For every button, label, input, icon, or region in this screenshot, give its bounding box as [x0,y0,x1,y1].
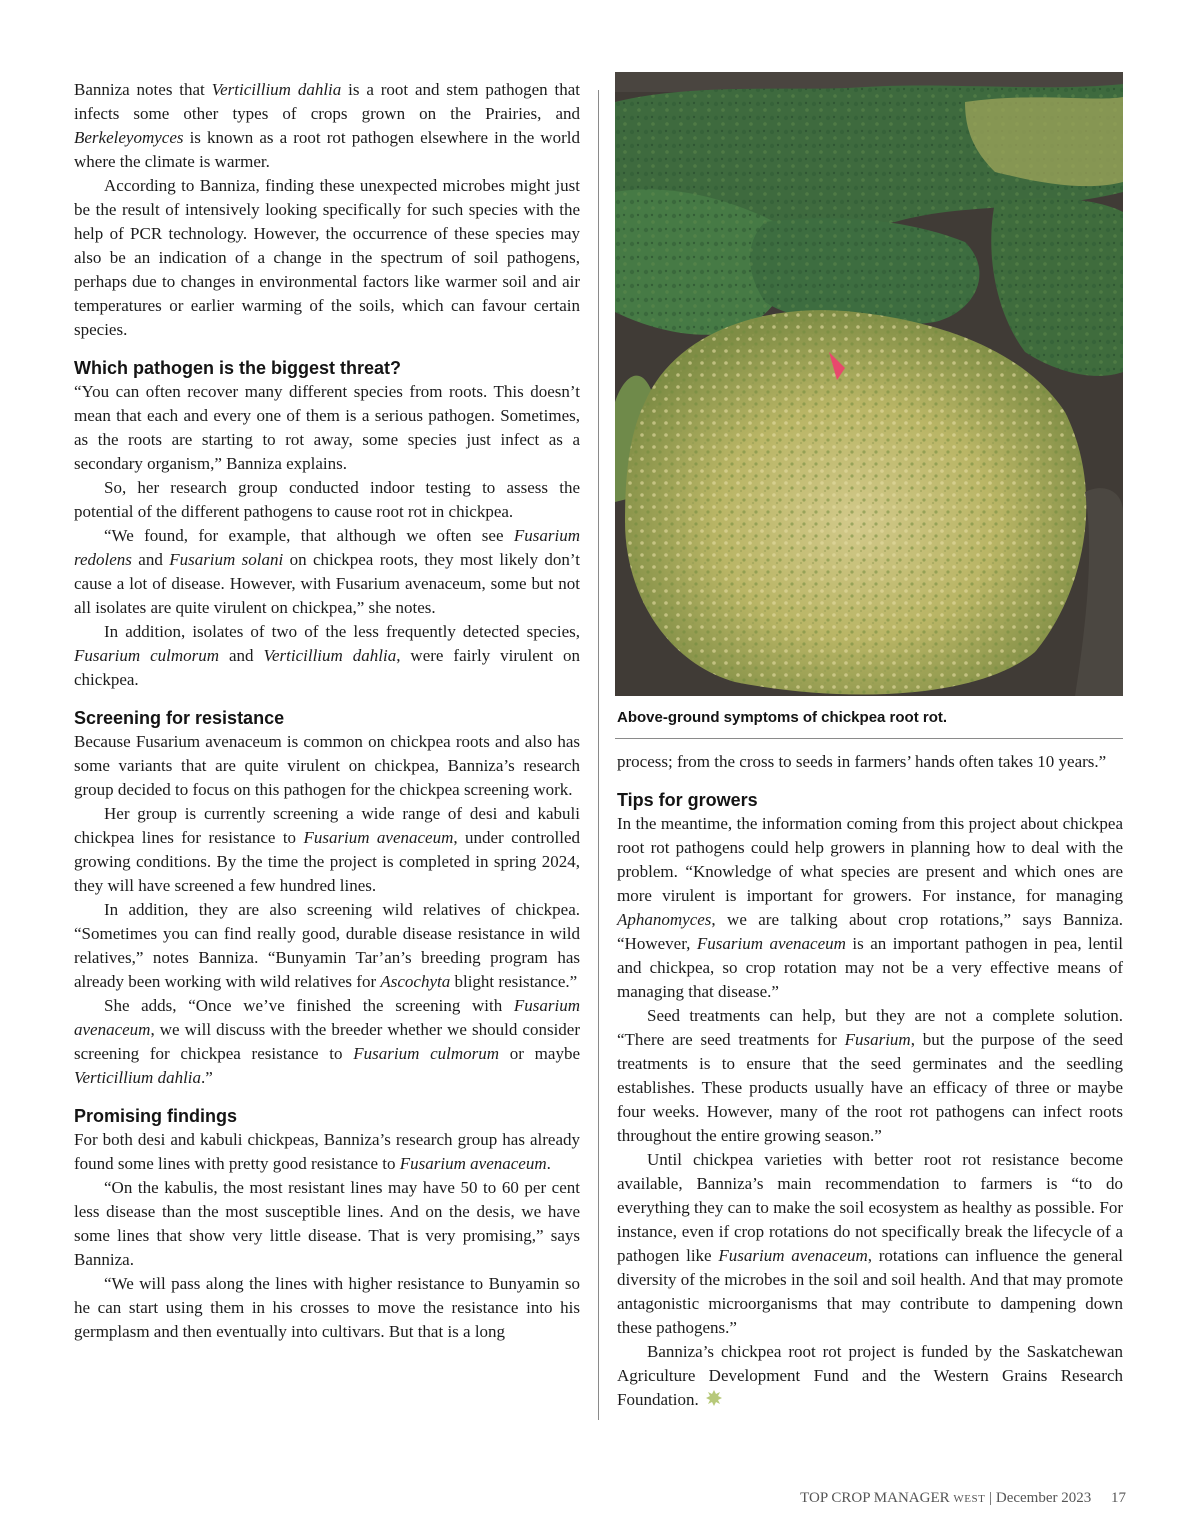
paragraph: According to Banniza, finding these unexpected microbes might just be the result of intensively looking specifically for such species with the help of PCR technology. However, the occurrence of these species may also be an indication of a change in the spectrum of soil pathogens, perhaps due to changes in environmental factors like warmer soil and air temperatures or earlier warming of the soils, which can favour certain species. [74,176,580,339]
paragraph: Banniza’s chickpea root rot project is funded by the Saskatchewan Agriculture Development Fund and the Western Grains Research Foundation. [617,1342,1123,1409]
paragraph: In the meantime, the information coming from this project about chickpea root rot pathogens could help growers in planning how to deal with the problem. “Knowledge of what species are present and which ones are more virulent is important for growers. For instance, for managing Aphanomyces, we are talking about crop rotations,” says Banniza. “However, Fusarium avenaceum is an important pathogen in pea, lentil and chickpea, so crop rotation may not be a very effective means of managing that disease.” [617,814,1123,1001]
section-heading: Tips for growers [617,790,758,810]
leaf-icon [705,1389,723,1407]
paragraph: In addition, they are also screening wild relatives of chickpea. “Sometimes you can find really good, durable disease resistance in wild relatives,” notes Banniza. “Bunyamin Tar’an’s breeding program has already been working with wild relatives for Ascochyta blight resistance.” [74,900,580,991]
chickpea-field-photo [615,72,1123,696]
paragraph: “You can often recover many different species from roots. This doesn’t mean that each and every one of them is a serious pathogen. Sometimes, as the roots are starting to rot away, some species just infect as a secondary organism,” Banniza explains. [74,382,580,473]
page-footer [800,1488,1126,1509]
section-heading: Screening for resistance [74,708,285,728]
column-divider [598,90,599,1420]
paragraph: So, her research group conducted indoor testing to assess the potential of the different pathogens to cause root rot in chickpea. [74,478,580,521]
paragraph: For both desi and kabuli chickpeas, Banniza’s research group has already found some lines with pretty good resistance to Fusarium avenaceum. [74,1130,580,1173]
right-column [617,750,1123,1412]
paragraph: process; from the cross to seeds in farmers’ hands often takes 10 years.” [617,752,1107,771]
paragraph: “On the kabulis, the most resistant lines may have 50 to 60 per cent less disease than the most susceptible lines. And on the desis, we have some lines that show very little disease. That is very promising,” says Banniza. [74,1178,580,1269]
section-heading: Promising findings [74,1106,238,1126]
paragraph: Her group is currently screening a wide range of desi and kabuli chickpea lines for resistance to Fusarium avenaceum, under controlled growing conditions. By the time the project is completed in spring 2024, they will have screened a few hundred lines. [74,804,581,895]
section-heading: Which pathogen is the biggest threat? [74,358,402,378]
left-column [74,78,580,1344]
footer-separator: | [989,1490,993,1506]
paragraph: “We found, for example, that although we often see Fusarium redolens and Fusarium solani on chickpea roots, they most likely don’t cause a lot of disease. However, with Fusarium avenaceum, some but not all isolates are quite virulent on chickpea,” she notes. [74,526,581,617]
magazine-title: TOP CROP MANAGER [800,1490,950,1506]
issue-date: December 2023 [995,1490,1092,1506]
magazine-edition: WEST [953,1493,986,1505]
paragraph: In addition, isolates of two of the less frequently detected species, Fusarium culmorum and Verticillium dahlia, were fairly virulent on chickpea. [74,622,581,689]
caption-divider [615,738,1123,739]
page-number: 17 [1111,1490,1126,1506]
paragraph: Until chickpea varieties with better root rot resistance become available, Banniza’s main recommendation to farmers is “to do everything they can to make the soil ecosystem as healthy as possible. For instance, even if crop rotations do not specifically break the lifecycle of a pathogen like Fusarium avenaceum, rotations can influence the general diversity of the microbes in the soil and soil health. And that may promote antagonistic microorganisms that may contribute to dampening down these pathogens.” [617,1150,1123,1337]
paragraph: Because Fusarium avenaceum is common on chickpea roots and also has some variants that are quite virulent on chickpea, Banniza’s research group decided to focus on this pathogen for the chickpea screening work. [74,732,580,799]
paragraph: Seed treatments can help, but they are not a complete solution. “There are seed treatments for Fusarium, but the purpose of the seed treatments is to ensure that the seed germinates and the seedling establishes. These products usually have an efficacy of three or maybe four weeks. However, many of the root rot pathogens can infect roots throughout the entire growing season.” [617,1006,1123,1145]
paragraph: She adds, “Once we’ve finished the screening with Fusarium avenaceum, we will discuss with the breeder whether we should consider screening for chickpea resistance to Fusarium culmorum or maybe Verticillium dahlia.” [74,996,580,1087]
paragraph: “We will pass along the lines with higher resistance to Bunyamin so he can start using them in his crosses to move the resistance into his germplasm and then eventually into cultivars. But that is a long [74,1274,580,1341]
photo-caption: Above-ground symptoms of chickpea root rot. [617,709,948,726]
paragraph: Banniza notes that Verticillium dahlia is a root and stem pathogen that infects some other types of crops grown on the Prairies, and Berkeleyomyces is known as a root rot pathogen elsewhere in the world where the climate is warmer. [74,80,580,171]
